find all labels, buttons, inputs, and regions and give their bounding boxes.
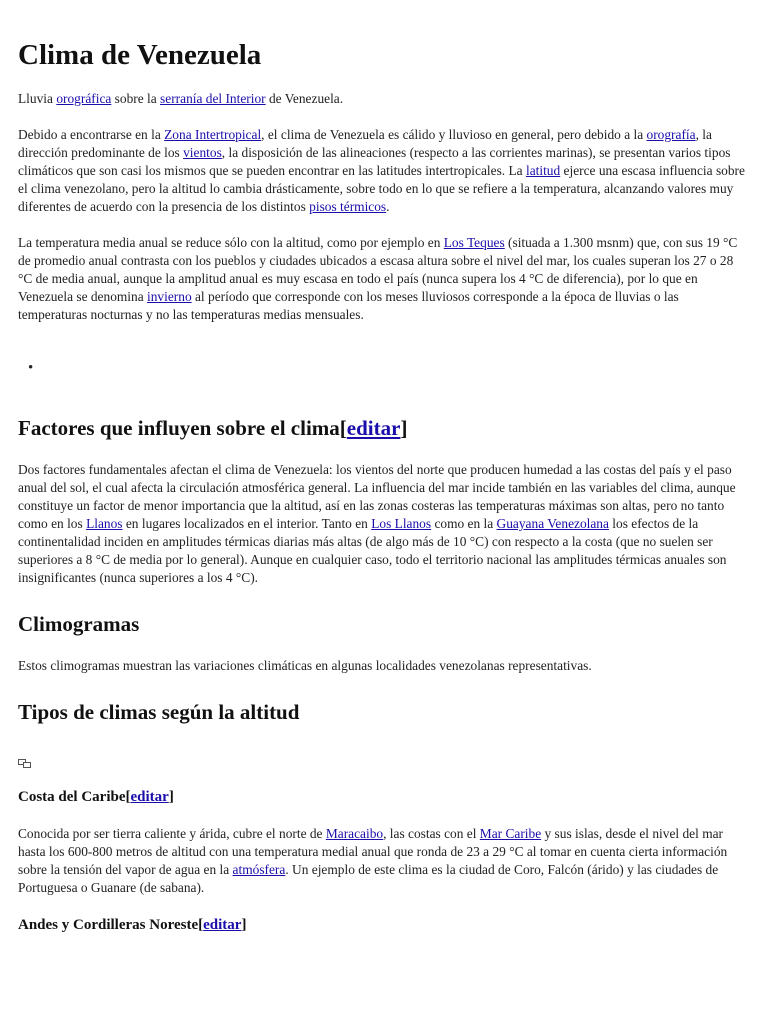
heading-text: Costa del Caribe [18,789,126,805]
text: Debido a encontrarse en la [18,127,165,142]
paragraph-climogramas: Estos climogramas muestran las variaciones climáticas en algunas localidades venezolanas representativas. [18,658,592,673]
text: La temperatura media anual se reduce sólo con la altitud, como por ejemplo en [18,235,444,250]
link-guayana[interactable]: Guayana Venezolana [496,516,609,531]
bracket: ] [168,789,174,805]
section-heading-tipos: Tipos de climas según la altitud [18,700,300,724]
link-pisos-termicos[interactable]: pisos térmicos [309,199,387,214]
subsection-heading-andes [18,915,750,935]
paragraph-temperatura [18,234,750,324]
link-zona-intertropical[interactable]: Zona Intertropical [164,127,262,142]
link-los-teques[interactable]: Los Teques [443,235,505,250]
heading-text: Factores que influyen sobre el clima [18,416,340,440]
link-serrania[interactable]: serranía del Interior [160,91,266,106]
text: Dos factores fundamentales afectan el clima de Venezuela: los vientos del norte que producen humedad a las costas del país y el paso anual del sol, el cual afecta la circulación atmosférica general. La influencia del mar incide también en las variables del clima, aunque constituye un factor de menor importancia que la altitud, así en las zonas costeras las temperaturas máximas son altas, pero no tanto como en los [18,462,736,531]
heading-text: Andes y Cordilleras Noreste [18,917,199,933]
bracket: [ [198,917,204,933]
section-heading-climogramas: Climogramas [18,612,140,636]
text: los efectos de la continentalidad inciden en amplitudes térmicas diarias más altas (de algo más de 10 °C) con respecto a la costa (que no suelen ser superiores a 8 °C de media por lo general). Aunque en cualquier caso, todo el territorio nacional las amplitudes térmicas anuales son insignificantes (nunca superiores a los 4 °C). [18,516,727,585]
paragraph-general [18,126,750,216]
edit-link-andes[interactable]: editar [203,917,242,933]
bracket: ] [400,416,408,440]
text: en lugares localizados en el interior. Tanto en [122,516,372,531]
text: , la disposición de las alineaciones (respecto a las corrientes marinas), se presentan varios tipos climáticos que son casi los mismos que se pueden encontrar en las latitudes intertropicales. La [18,145,731,178]
text: , el clima de Venezuela es cálido y lluvioso en general, pero debido a la [261,127,647,142]
text: Lluvia [18,91,57,106]
link-invierno[interactable]: invierno [147,289,192,304]
text: ejerce una escasa influencia sobre el clima venezolano, pero la altitud lo cambia drásticamente, sobre todo en lo que se refiere a la temperatura, alcanzando valores muy diferentes de acuerdo con la presencia de los distintos [18,163,745,214]
paragraph-factores [18,461,750,587]
bracket: [ [125,789,131,805]
link-llanos[interactable]: Llanos [86,516,123,531]
text: , las costas con el [383,826,480,841]
list-item [28,359,750,377]
edit-link-costa[interactable]: editar [130,789,169,805]
link-orografica[interactable]: orográfica [56,91,112,106]
broken-image-icon [18,757,32,769]
text: al período que corresponde con los meses lluviosos corresponde a la época de lluvias o las temperaturas nocturnas y no las temperaturas medias mensuales. [18,289,679,322]
page-title: Clima de Venezuela [18,39,262,71]
link-latitud[interactable]: latitud [525,163,561,178]
bracket: [ [339,416,347,440]
text: sobre la [111,91,161,106]
text: . Un ejemplo de este clima es la ciudad de Coro, Falcón (árido) y las ciudades de Portuguesa o Guanare (de sabana). [18,862,719,895]
text: Conocida por ser tierra caliente y árida, cubre el norte de [18,826,326,841]
link-los-llanos[interactable]: Los Llanos [371,516,432,531]
link-orografia[interactable]: orografía [646,127,696,142]
link-vientos[interactable]: vientos [183,145,222,160]
section-heading-factores [18,415,750,441]
empty-bullet-list [18,359,750,377]
link-maracaibo[interactable]: Maracaibo [325,826,384,841]
edit-link-factores[interactable]: editar [346,416,401,440]
text: y sus islas, desde el nivel del mar hasta los 600-800 metros de altitud con una temperatura medial anual que ronda de 23 a 29 °C al tomar en cuenta cierta información sobre la tensión del vapor de agua en la [18,826,728,877]
text: de Venezuela. [265,91,344,106]
paragraph-costa [18,825,750,897]
text: (situada a 1.300 msnm) que, con sus 19 °C de promedio anual contrasta con los pueblos y ciudades ubicados a escasa altura sobre el nivel del mar, los cuales superan los 27 o 28 °C de media anual, aunque la amplitud anual es muy escasa en todo el país (nunca supera los 4 °C de diferencia), por lo que en Venezuela se denomina [18,235,738,304]
text: . [386,199,390,214]
bracket: ] [241,917,247,933]
text: , la dirección predominante de los [18,127,712,160]
subsection-heading-costa [18,787,750,807]
text: como en la [431,516,497,531]
intro-caption [18,90,750,108]
link-mar-caribe[interactable]: Mar Caribe [479,826,542,841]
link-atmosfera[interactable]: atmósfera [232,862,286,877]
